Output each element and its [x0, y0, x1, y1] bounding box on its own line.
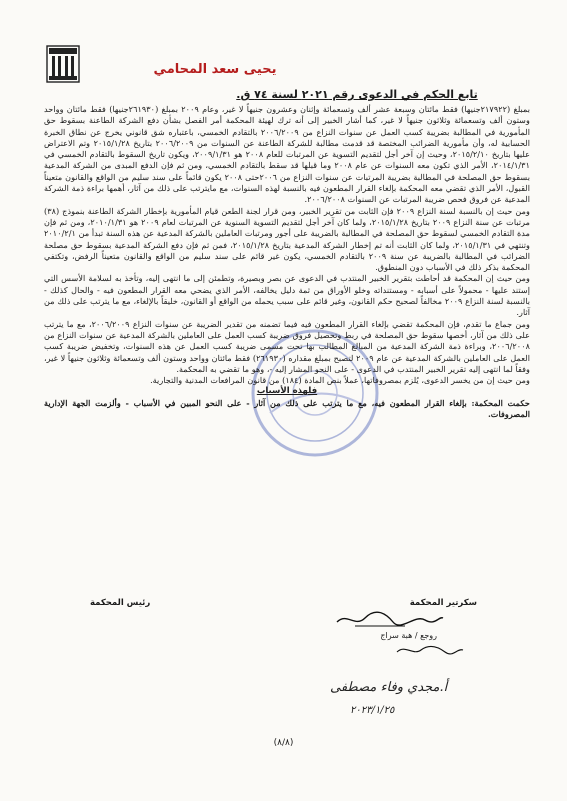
reasons-heading: فلهذه الأسباب — [256, 386, 318, 397]
secretary-signature-icon — [335, 608, 445, 630]
reviewer-signature-icon — [395, 642, 465, 658]
law-firm-logo-icon — [45, 44, 81, 84]
paragraph: ومن حيث إن المحكمة قد أحاطت بتقرير الخبير المنتدب في الدعوى عن بصر وبصيرة، وتطمئن إلى ما انتهى إليه، وتأخذ به لسلامة الأسس التي إستند عليها - محمولاً على أسبابه - ومستنداته وخلو الأوراق من ثمة دليل يخالفه، الأمر الذي يضحي معه القرار المطعون فيه - والحال كذلك - بالنسبة لسنة النزاع ٢٠٠٩ مخالفاً لصحيح حكم القانون، وغير قائم على سبب يحمله من الواقع أو القانون، خليقاً بالإلغاء، مع ما يترتب على ذلك من آثار. — [44, 273, 530, 318]
case-title: تابع الحكم في الدعوى رقم ٢٠٢١ لسنة ٧٤ ق. — [236, 88, 478, 101]
handwritten-date: ٢٠٢٣/١/٢٥ — [350, 705, 395, 716]
paragraph: بمبلغ (٢١٧٩٢٢جنيها) فقط مائتان وسبعة عشر ألف وتسعمائة وإثنان وعشرون جنيهاً لا غير، وعام ٢٠٠٩ بمبلغ (٢٦١٩٣٠جنيها) فقط مائتان وواحد وستون ألف وتسعمائة وثلاثون جنيهاً لا غير، كما أشار الخبير إلى أنه ترك لهيئة المحكمة أمر الفصل بشأن دفع الشركة الطاعنة بسقوط حق المأمورية في المطالبة بضريبة كسب العمل عن سنوات النزاع من ٢٠٠٦/٢٠٠٩ بالتقادم الخمسي، باعتباره شق قانوني يخرج عن نطاق الخبرة الحسابية له، وأن مأمورية الضرائب المختصة قد قدمت مطالبة للشركة الطاعنة عن السنوات من ٢٠٠٦/٢٠٠٩ بتاريخ ٢٠١٥/١/٢٨ وتم الاعتراض عليها بتاريخ ٢٠١٥/٢/١٠، وحيث إن آخر أجل لتقديم التسوية عن المرتبات للعام ٢٠٠٨ هو ٢٠٠٩/١/٣١، ويكون تاريخ السقوط بالتقادم الخمسي في ٢٠١٤/١/٣١، الأمر الذي تكون معه السنوات عن عام ٢٠٠٨ وما قبلها قد سقط بالتقادم الخمسي، ومن ثم فإن الدفع المبدى من الشركة المدعية بسقوط حق المصلحة في المطالبة بضريبة المرتبات عن سنوات النزاع من ٢٠٠٦حتى ٢٠٠٨ يكون قائماً على سند سليم من الواقع والقانون متعيناً القبول، الأمر الذي تقضي معه المحكمة بإلغاء القرار المطعون فيه بالنسبة لهذه السنوات، مع مايترتب على ذلك من آثار، أهمها براءة ذمة الشركة المدعية عن فروق فحص ضريبة المرتبات عن السنوات ٢٠٠٦/٢٠٠٨. — [44, 104, 531, 205]
president-label: رئيس المحكمة — [90, 598, 151, 608]
paragraph: ومن حيث إن من يخسر الدعوى، يُلزم بمصروفاتها، عملاً بنص المادة (١٨٤) من قانون المرافعات المدنية والتجارية. — [150, 375, 530, 386]
paragraph: ومن جماع ما تقدم، فإن المحكمة تقضي بإلغاء القرار المطعون فيه فيما تضمنه من تقدير الضريبة عن سنوات النزاع ٢٠٠٦/٢٠٠٩، مع ما يترتب على ذلك من آثار، أخصها سقوط حق المصلحة في ربط وتحصيل فروق ضريبة كسب العمل على العاملين بالشركة المدعية عن سنوات النزاع من ٢٠٠٦/٢٠٠٨، وبراءة ذمة الشركة المدعية من المبالغ المطالب بها تحت مسمى ضريبة كسب العمل عن هذه السنوات، وتخفيض ضريبة كسب العمل على العاملين بالشركة المدعية عن عام ٢٠٠٩ لتصبح بمبلغ مقداره (٢٦١٩٣٠) فقط مائتان وواحد وستون ألف وتسعمائة وثلاثون جنيهاً لا غير، وفقاً لما انتهى إليه تقرير الخبير المنتدب في الدعوى - على النحو المشار إليه -، وهو ما تقضي به المحكمة. — [44, 318, 530, 374]
judgment-body — [44, 104, 530, 420]
ruling-text: حكمت المحكمة: بإلغاء القرار المطعون فيه، مع ما يترتب على ذلك من آثار - على النحو المبين في الأسباب - وألزمت الجهة الإدارية المصروفات. — [44, 397, 530, 420]
secretary-label: سكرتير المحكمة — [409, 598, 477, 608]
handwritten-name: أ.مجدي وفاء مصطفى — [330, 680, 448, 695]
page-number: (٨/٨) — [273, 738, 294, 748]
lawyer-name: يحيى سعد المحامي — [153, 62, 277, 77]
reviewer-note: روجع / هبة سراج — [380, 631, 437, 640]
paragraph: ومن حيث إن بالنسبة لسنة النزاع ٢٠٠٩ فإن الثابت من تقرير الخبير، ومن قرار لجنة الطعن قيام المأمورية بإخطار الشركة الطاعنة بنموذج (٣٨) مرتبات عن سنة النزاع ٢٠٠٩ بتاريخ ٢٠١٥/١/٢٨، ولما كان آخر أجل لتقديم التسوية السنوية عن المرتبات لعام ٢٠٠٩ هو ٢٠١٠/١/٣١، ومن ثم فإن مدة التقادم الخمسي لسقوط حق المصلحة في المطالبة بالضريبة على أجور ومرتبات العاملين بالشركة المدعية عن هذه السنة تبدأ من ٢٠١٠/٢/١ وتنتهي في ٢٠١٥/١/٣١، ولما كان الثابت أنه تم إخطار الشركة المدعية بتاريخ ٢٠١٥/١/٢٨، فمن ثم فإن دفع الشركة المدعية بسقوط حق مصلحة الضرائب في المطالبة بالضريبة عن سنة ٢٠٠٩ بالتقادم الخمسي، يكون غير قائم على سند سليم من الواقع والقانون متعيناً الرفض، وتكتفي المحكمة بذكر ذلك في الأسباب دون المنطوق. — [44, 205, 530, 273]
